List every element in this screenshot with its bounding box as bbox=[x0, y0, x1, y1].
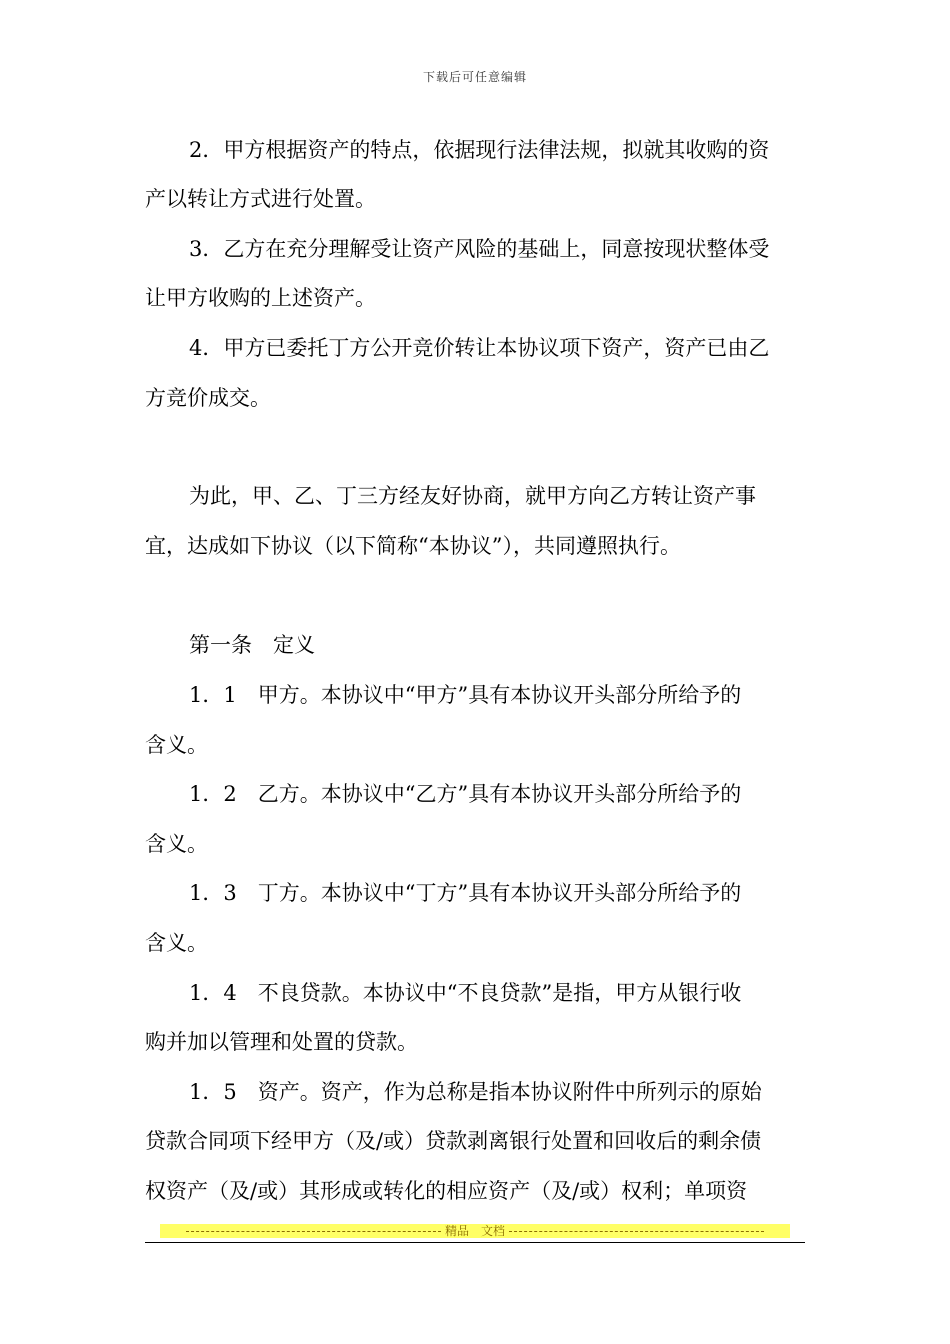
paragraph-line: 为此，甲、乙、丁三方经友好协商，就甲方向乙方转让资产事 bbox=[189, 484, 756, 508]
paragraph-line: 方竞价成交。 bbox=[145, 386, 271, 410]
paragraph-line: 权资产（及/或）其形成或转化的相应资产（及/或）权利；单项资 bbox=[145, 1179, 748, 1203]
paragraph-line: 1．2 乙方。本协议中“乙方”具有本协议开头部分所给予的 bbox=[189, 782, 742, 806]
paragraph-line: 4．甲方已委托丁方公开竞价转让本协议项下资产，资产已由乙 bbox=[189, 336, 770, 360]
paragraph-line: 3．乙方在充分理解受让资产风险的基础上，同意按现状整体受 bbox=[189, 237, 770, 261]
paragraph-line: 让甲方收购的上述资产。 bbox=[145, 286, 376, 310]
paragraph-line: 1．1 甲方。本协议中“甲方”具有本协议开头部分所给予的 bbox=[189, 683, 742, 707]
footer-label bbox=[160, 1222, 790, 1240]
footer-dashes-right bbox=[509, 1231, 764, 1232]
section-heading: 第一条 定义 bbox=[189, 633, 315, 657]
footer-rule bbox=[145, 1242, 805, 1243]
paragraph-line: 宜，达成如下协议（以下简称“本协议”），共同遵照执行。 bbox=[145, 534, 681, 558]
paragraph-line: 购并加以管理和处置的贷款。 bbox=[145, 1030, 418, 1054]
paragraph-line: 含义。 bbox=[145, 733, 208, 757]
paragraph-line: 贷款合同项下经甲方（及/或）贷款剥离银行处置和回收后的剩余债 bbox=[145, 1129, 762, 1153]
footer-label-text: 精品 文档 bbox=[444, 1224, 505, 1238]
paragraph-line: 2．甲方根据资产的特点，依据现行法律法规，拟就其收购的资 bbox=[189, 138, 770, 162]
paragraph-line: 1．5 资产。资产，作为总称是指本协议附件中所列示的原始 bbox=[189, 1080, 762, 1104]
paragraph-line: 含义。 bbox=[145, 931, 208, 955]
header-note: 下载后可任意编辑 bbox=[422, 70, 527, 84]
footer-dashes-left bbox=[186, 1231, 441, 1232]
paragraph-line: 含义。 bbox=[145, 832, 208, 856]
paragraph-line: 1．3 丁方。本协议中“丁方”具有本协议开头部分所给予的 bbox=[189, 881, 742, 905]
paragraph-line: 产以转让方式进行处置。 bbox=[145, 187, 376, 211]
paragraph-line: 1．4 不良贷款。本协议中“不良贷款”是指，甲方从银行收 bbox=[189, 981, 742, 1005]
